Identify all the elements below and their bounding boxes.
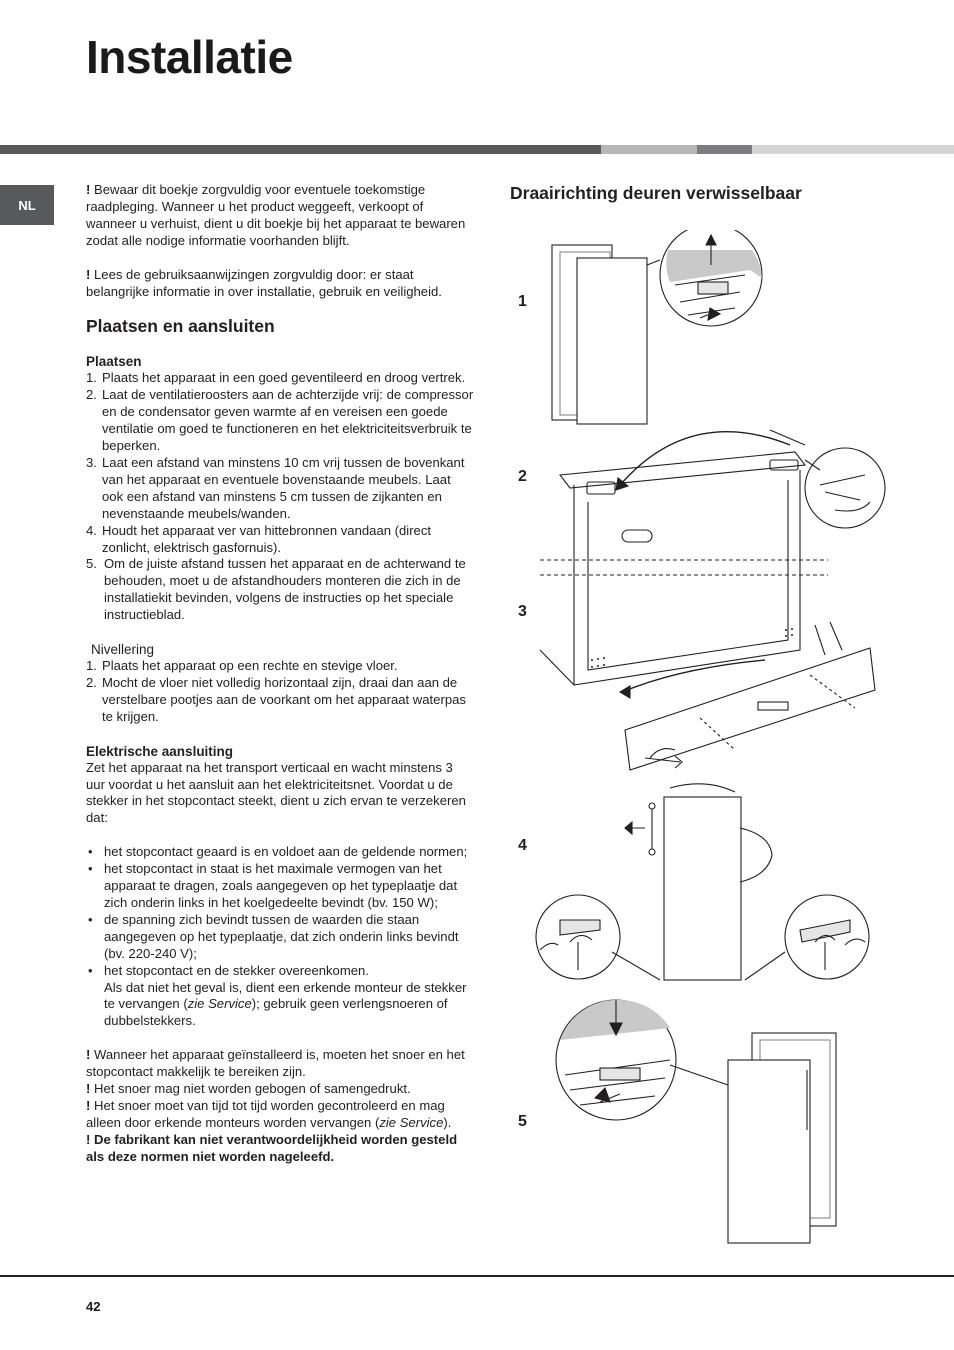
step-number: 1	[518, 293, 527, 310]
subheading-placing: Plaatsen	[86, 354, 142, 370]
list-item: 2. Mocht de vloer niet volledig horizontaal zijn, draai dan aan de verstelbare pootjes aan de voorkant om het apparaat waterpas te krijgen.	[86, 674, 466, 724]
liability-note: ! De fabrikant kan niet verantwoordelijkheid worden gesteld als deze normen niet worden nageleefd.	[86, 1131, 458, 1164]
step-number: 4	[518, 837, 527, 854]
page-number: 42	[86, 1299, 101, 1314]
list-item: • de spanning zich bevindt tussen de waarden die staan aangegeven op het typeplaatje, dat zich onderin links bevindt (bv. 220-240 V);	[86, 912, 474, 963]
intro-note-1: ! Bewaar dit boekje zorgvuldig voor eventuele toekomstige raadpleging. Wanneer u het product weggeeft, verkoopt of wanneer u verhuist, dient u dit boekje bij het apparaat te bewaren zodat alle nodige informatie voorhanden blijft.	[86, 182, 466, 248]
language-tab: NL	[0, 185, 54, 225]
warning-note-1: ! Wanneer het apparaat geïnstalleerd is, moeten het snoer en het stopcontact makkelijk te bereiken zijn.	[86, 1047, 465, 1080]
left-column	[86, 182, 474, 1166]
list-item: • het stopcontact in staat is het maximale vermogen van het apparaat te dragen, zoals aangegeven op het typeplaatje dat zich onderin links in het koelgedeelte bevindt (bv. 150 W);	[86, 861, 474, 912]
list-item: 4. Houdt het apparaat ver van hittebronnen vandaan (direct zonlicht, elektrisch gasfornuis).	[86, 522, 432, 555]
subheading-leveling: Nivellering	[91, 642, 155, 658]
list-item: 1. Plaats het apparaat op een rechte en stevige vloer.	[86, 658, 398, 674]
header-bar-dark	[0, 145, 601, 154]
header-bar-light	[601, 145, 697, 154]
list-item: 3. Laat een afstand van minstens 10 cm vrij tussen de bovenkant van het apparaat en eventuele bovenstaande meubels. Laat ook een afstand van minstens 5 cm tussen de zijkanten en nevenstaande meubels/wanden.	[86, 454, 465, 521]
list-item: 1. Plaats het apparaat in een goed geventileerd en droog vertrek.	[86, 370, 466, 386]
footer-rule	[0, 1275, 954, 1277]
leveling-list	[86, 658, 474, 726]
step-number: 2	[518, 468, 527, 485]
subheading-electrical: Elektrische aansluiting	[86, 743, 234, 759]
list-item: • het stopcontact geaard is en voldoet aan de geldende normen;	[86, 844, 474, 861]
electrical-checklist	[86, 844, 474, 1030]
header-bar-mid	[697, 145, 752, 154]
header-bar-pale	[752, 145, 954, 154]
list-item: 5. Om de juiste afstand tussen het apparaat en de achterwand te behouden, moet u de afstandhouders monteren die zich in de installatiekit bevinden, volgens de instructies op het speciale instructieblad.	[86, 556, 466, 623]
step-number: 3	[518, 603, 527, 620]
section-title-placing: Plaatsen en aansluiten	[86, 316, 275, 337]
placing-list	[86, 370, 474, 624]
list-item: 2. Laat de ventilatieroosters aan de achterzijde vrij: de compressor en de condensator geven warmte af en vereisen een goede ventilatie om goed te functioneren en het elektriciteitsverbruik te beperken.	[86, 387, 474, 454]
section-title-door-reversal: Draairichting deuren verwisselbaar	[510, 183, 802, 203]
step1-illustration	[552, 230, 762, 424]
warning-note-2: ! Het snoer mag niet worden gebogen of samengedrukt.	[86, 1081, 411, 1097]
step-number: 5	[518, 1113, 527, 1130]
page-title: Installatie	[86, 31, 293, 83]
fridge-body-illustration	[540, 470, 828, 685]
electrical-intro: Zet het apparaat na het transport verticaal en wacht minstens 3 uur voordat u het aansluit aan het elektriciteitsnet. Voordat u de stekker in het stopcontact steekt, dient u zich ervan te verzekeren dat:	[86, 759, 466, 826]
step5-illustration	[556, 1000, 836, 1243]
intro-note-2: ! Lees de gebruiksaanwijzingen zorgvuldig door: er staat belangrijke informatie in over installatie, gebruik en veiligheid.	[86, 266, 442, 299]
step2-illustration	[560, 430, 885, 528]
door-reversal-illustration	[530, 230, 930, 1260]
step3-illustration	[620, 622, 875, 770]
step4-illustration	[536, 784, 869, 980]
warning-note-3: ! Het snoer moet van tijd tot tijd worden gecontroleerd en mag alleen door erkende monteurs worden vervangen (zie Service).	[86, 1097, 452, 1130]
list-item: • het stopcontact en de stekker overeenkomen. Als dat niet het geval is, dient een erkende monteur de stekker te vervangen (zie Service); gebruik geen verlengsnoeren of dubbelstekkers.	[86, 963, 474, 1031]
